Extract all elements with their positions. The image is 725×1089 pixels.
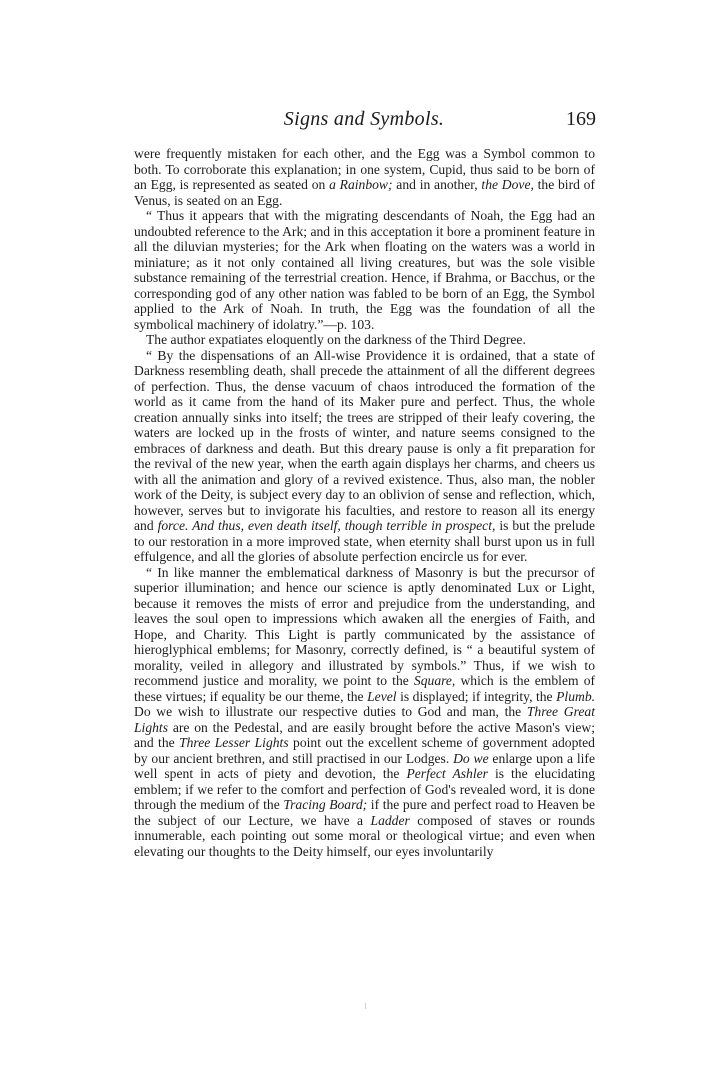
running-title: Signs and Symbols. [283, 108, 445, 130]
paragraph-ark-of-noah: “ Thus it appears that with the migrating descendants of Noah, the Egg had an undoubted reference to the Ark; and in this acceptation it bore a prominent feature in all the diluvian mysteries; for the Ark when floating on the waters was a world in miniature; as it not only contained all living creatures, but was the sole visible substance remaining of the terrestrial creation. Hence, if Brahma, or Bacchus, or the corresponding god of any other nation was fabled to be born of an Egg, the Symbol applied to the Ark of Noah. In truth, the Egg was the foundation of all the symbolical machinery of idolatry.”—p. 103. [134, 208, 595, 332]
page-number: 169 [566, 108, 596, 130]
paper-speck [365, 1003, 366, 1009]
paragraph-darkness: “ By the dispensations of an All-wise Providence it is ordained, that a state of Darkness resembling death, shall precede the attainment of all the different degrees of perfection. Thus, the dense vacuum of chaos introduced the formation of the world as it came from the hand of its Maker pure and perfect. Thus, the whole creation annually sinks into itself; the trees are stripped of their leafy covering, the waters are locked up in the frosts of winter, and nature seems consigned to the embraces of darkness and death. But this dreary pause is only a fit preparation for the revival of the new year, when the earth again displays her charms, and cheers us with all the animation and glory of a revived existence. Thus, also man, the nobler work of the Deity, is subject every day to an oblivion of sense and reflection, which, however, serves but to invigorate his faculties, and restore to reason all its energy and force. And thus, even death itself, though terrible in prospect, is but the prelude to our restoration in a more improved state, when eternity shall burst upon us in full effulgence, and all the glories of absolute perfection encircle us for ever. [134, 347, 595, 564]
paragraph-egg-symbol: were frequently mistaken for each other, and the Egg was a Symbol common to both. To corroborate this explanation; in one system, Cupid, thus said to be born of an Egg, is represented as seated on a Rainbow; and in another, the Dove, the bird of Venus, is seated on an Egg. [134, 146, 596, 208]
body-text [134, 146, 595, 859]
paragraph-masonic-emblems: “ In like manner the emblematical darkness of Masonry is but the precursor of superior illumination; and hence our science is aptly denominated Lux or Light, because it removes the mists of error and prejudice from the understanding, and leaves the soul open to impressions which awaken all the energies of Faith, and Hope, and Charity. This Light is partly communicated by the assistance of hieroglyphical emblems; for Masonry, correctly defined, is “ a beautiful system of morality, veiled in allegory and illustrated by symbols.” Thus, if we wish to recommend justice and morality, we point to the Square, which is the emblem of these virtues; if equality be our theme, the Level is displayed; if integrity, the Plumb. Do we wish to illustrate our respective duties to God and man, the Three Great Lights are on the Pedestal, and are easily brought before the active Mason's view; and the Three Lesser Lights point out the excellent scheme of government adopted by our ancient brethren, and still practised in our Lodges. Do we enlarge upon a life well spent in acts of piety and devotion, the Perfect Ashler is the elucidating emblem; if we refer to the comfort and perfection of God's revealed word, it is done through the medium of the Tracing Board; if the pure and perfect road to Heaven be the subject of our Lecture, we have a Ladder composed of staves or rounds innumerable, each pointing out some moral or theological virtue; and even when elevating our thoughts to the Deity himself, our eyes involuntarily [134, 564, 596, 859]
page-header [132, 108, 596, 136]
paragraph-third-degree: The author expatiates eloquently on the darkness of the Third Degree. [146, 332, 526, 347]
